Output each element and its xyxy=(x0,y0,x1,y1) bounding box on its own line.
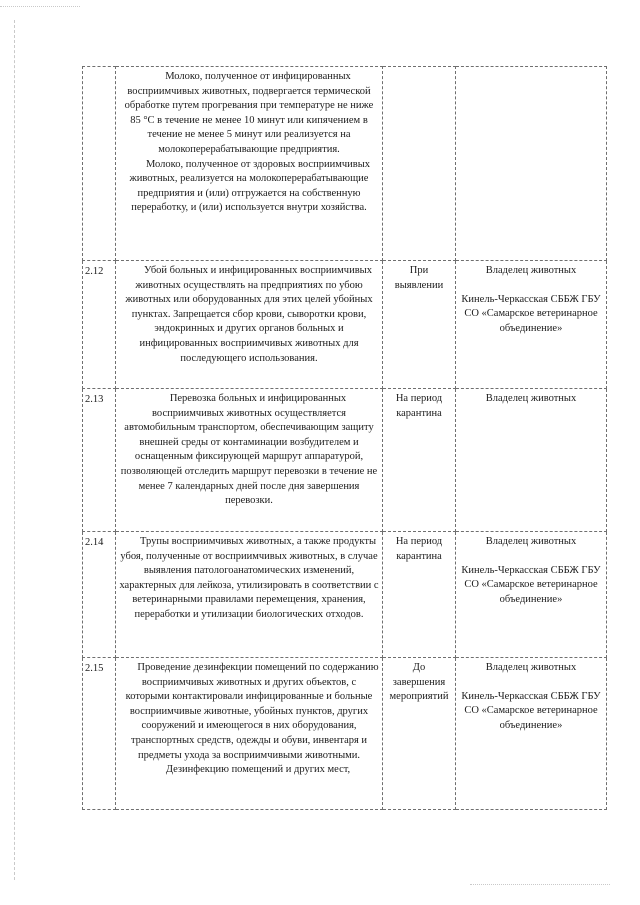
table-row xyxy=(83,658,607,810)
measure-description xyxy=(116,67,383,261)
responsible-line: Владелец животных xyxy=(485,662,577,673)
responsible-line: Кинель-Черкасская СББЖ ГБУ СО «Самарское ветеринарное объединение» xyxy=(461,564,601,605)
item-number: 2.12 xyxy=(83,261,116,389)
item-number: 2.15 xyxy=(83,658,116,810)
table-row xyxy=(83,261,607,389)
scan-edge-bottom xyxy=(470,884,610,886)
measure-description xyxy=(116,261,383,389)
measure-description xyxy=(116,658,383,810)
responsible-party xyxy=(456,658,607,810)
description-paragraph: Дезинфекцию помещений и других мест, xyxy=(165,764,351,776)
measure-term: При выявлении xyxy=(383,261,456,389)
responsible-line: Кинель-Черкасская СББЖ ГБУ СО «Самарское ветеринарное объединение» xyxy=(461,690,601,731)
description-paragraph: Молоко, полученное от инфицированных восприимчивых животных, подвергается термической обработке путем прогревания при температуре не ниже 85 °С в течение не менее 10 минут или кипячением в течение не менее 5 минут или реализуется на молокоперерабатывающие предприятия. xyxy=(124,71,374,155)
table-row xyxy=(83,532,607,658)
item-number xyxy=(83,67,116,261)
responsible-spacer xyxy=(459,550,603,564)
measure-term: На период карантина xyxy=(383,389,456,532)
responsible-line: Владелец животных xyxy=(485,393,577,404)
item-number: 2.13 xyxy=(83,389,116,532)
measure-term: На период карантина xyxy=(383,532,456,658)
measures-table-body xyxy=(83,67,607,810)
measures-table xyxy=(82,66,607,810)
description-paragraph: Молоко, полученное от здоровых восприимчивых животных, реализуется на молокоперерабатывающие предприятия и (или) отгружается на собственную переработку, и (или) используется внутри хозяйства. xyxy=(129,158,371,214)
responsible-party xyxy=(456,67,607,261)
description-paragraph: Проведение дезинфекции помещений по содержанию восприимчивых животных и других объектов, с которыми контактировали инфицированные и больные восприимчивые животные, убойных пунктов, других сооружений и имеющегося в них оборудования, транспортных средств, одежды и обуви, инвентаря и предметы ухода за восприимчивыми животными. xyxy=(125,662,379,761)
table-row xyxy=(83,389,607,532)
scan-edge-left xyxy=(14,20,16,880)
scan-edge-top xyxy=(0,6,80,8)
responsible-line: Владелец животных xyxy=(485,536,577,547)
responsible-party xyxy=(456,532,607,658)
item-number: 2.14 xyxy=(83,532,116,658)
description-paragraph: Трупы восприимчивых животных, а также продукты убоя, полученные от восприимчивых животных, в случае выявления патологоанатомических изменений, характерных для лейкоза, утилизировать в соответствии с ветеринарными правилами перемещения, хранения, переработки и утилизации биологических отходов. xyxy=(119,536,379,620)
responsible-spacer xyxy=(459,279,603,293)
responsible-party xyxy=(456,389,607,532)
description-paragraph: Перевозка больных и инфицированных восприимчивых животных осуществляется автомобильным транспортом, обеспечивающим защиту внешней среды от контаминации возбудителем и оснащенным фиксирующей маршрут аппаратурой, позволяющей отследить маршрут перевозки в течение не менее 7 календарных дней после дня завершения перевозки. xyxy=(120,393,378,507)
measure-description xyxy=(116,532,383,658)
description-paragraph: Убой больных и инфицированных восприимчивых животных осуществлять на предприятиях по убою животных или оборудованных для этих целей убойных пунктах. Запрещается сбор крови, сыворотки крови, эндокринных и других органов больных и инфицированных восприимчивых животных для последующего использования. xyxy=(125,265,373,364)
responsible-spacer xyxy=(459,676,603,690)
measure-term: До завершения мероприятий xyxy=(383,658,456,810)
table-row xyxy=(83,67,607,261)
responsible-line: Владелец животных xyxy=(485,265,577,276)
responsible-party xyxy=(456,261,607,389)
measure-description xyxy=(116,389,383,532)
measure-term xyxy=(383,67,456,261)
responsible-line: Кинель-Черкасская СББЖ ГБУ СО «Самарское ветеринарное объединение» xyxy=(461,293,601,334)
